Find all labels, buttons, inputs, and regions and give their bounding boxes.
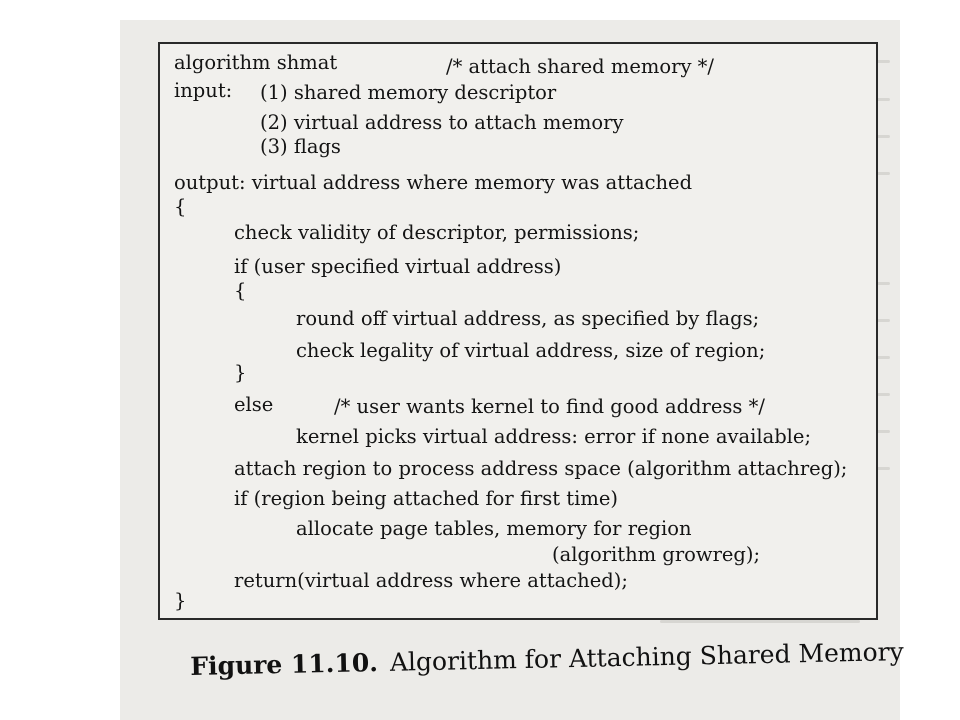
code-line: else <box>234 393 274 416</box>
code-line: round off virtual address, as specified by flags; <box>296 307 760 330</box>
code-line: check validity of descriptor, permissions; <box>234 221 640 244</box>
code-line: { <box>234 279 247 302</box>
algorithm-header: algorithm shmat <box>174 51 338 74</box>
code-line: attach region to process address space (algorithm attachreg); <box>234 457 848 480</box>
input-label: input: <box>174 79 233 102</box>
code-line: return(virtual address where attached); <box>234 569 628 592</box>
code-line: check legality of virtual address, size of region; <box>296 339 766 362</box>
code-comment: /* user wants kernel to find good address */ <box>334 395 765 418</box>
code-line: if (user specified virtual address) <box>234 255 562 278</box>
code-line: (algorithm growreg); <box>552 543 761 566</box>
output-line: output: virtual address where memory was attached <box>174 171 693 194</box>
figure-title: Algorithm for Attaching Shared Memory <box>389 637 904 677</box>
algorithm-box <box>158 42 878 620</box>
code-line: } <box>174 589 187 612</box>
code-line: { <box>174 195 187 218</box>
bleed-through-text <box>660 620 860 623</box>
code-line: } <box>234 361 247 384</box>
figure-number: Figure 11.10. <box>190 648 379 681</box>
code-line: kernel picks virtual address: error if none available; <box>296 425 812 448</box>
input-item-3: (3) flags <box>260 135 341 158</box>
code-line: allocate page tables, memory for region <box>296 517 692 540</box>
code-line: if (region being attached for first time) <box>234 487 619 510</box>
algorithm-comment: /* attach shared memory */ <box>446 55 714 78</box>
input-item-2: (2) virtual address to attach memory <box>260 111 624 134</box>
input-item-1: (1) shared memory descriptor <box>260 81 557 104</box>
